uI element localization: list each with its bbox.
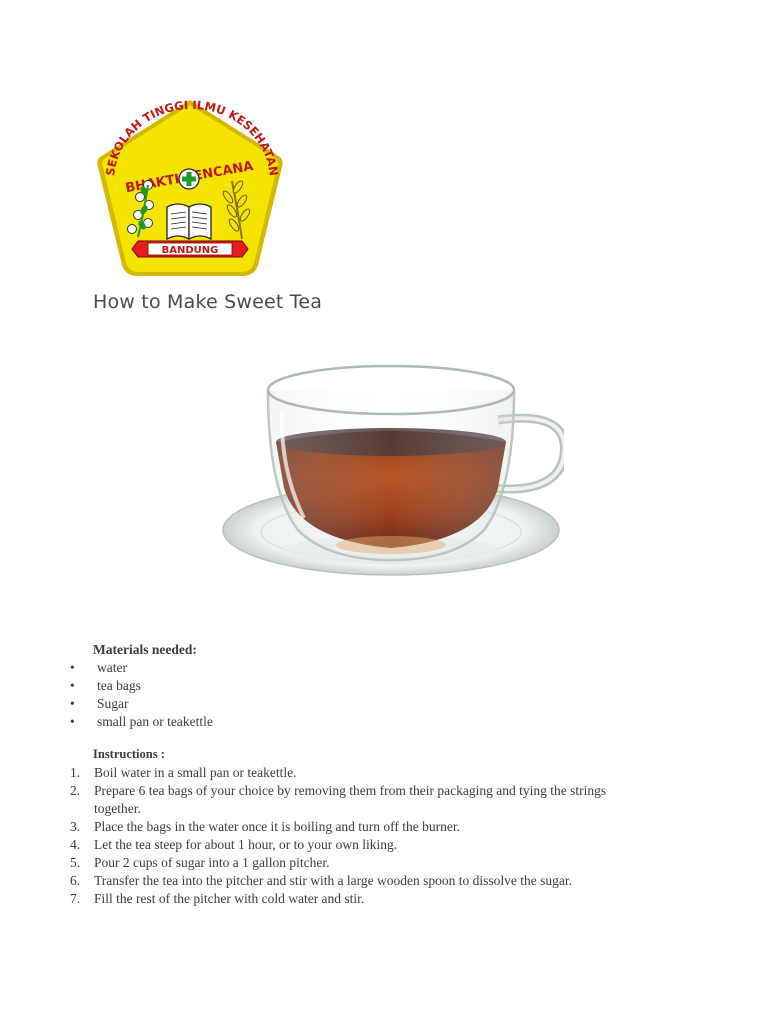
bullet: •	[70, 660, 75, 675]
bullet: •	[70, 714, 75, 729]
step-number: 7.	[70, 891, 81, 906]
instructions-heading: Instructions :	[93, 747, 165, 761]
material-label: water	[97, 660, 127, 675]
step-number: 5.	[70, 855, 81, 870]
list-item	[0, 854, 680, 872]
list-item	[0, 872, 680, 890]
step-number: 3.	[70, 819, 81, 834]
logo-name: KENCANA	[182, 158, 255, 186]
step-text: Fill the rest of the pitcher with cold water and stir.	[94, 891, 365, 906]
list-item	[0, 782, 680, 818]
list-item	[0, 836, 680, 854]
step-text: Let the tea steep for about 1 hour, or to your own liking.	[94, 837, 398, 852]
material-label: tea bags	[97, 678, 141, 693]
bullet: •	[70, 696, 75, 711]
material-label: Sugar	[97, 696, 129, 711]
page-title: How to Make Sweet Tea	[93, 291, 323, 313]
logo-emblem	[92, 97, 288, 281]
step-text: Prepare 6 tea bags of your choice by removing them from their packaging and tying the strings together.	[94, 783, 607, 816]
step-number: 2.	[70, 783, 81, 798]
tea-cup-image	[218, 360, 564, 582]
step-text: Boil water in a small pan or teakettle.	[94, 765, 297, 780]
materials-heading: Materials needed:	[93, 642, 197, 657]
list-item	[0, 818, 680, 836]
list-item	[0, 764, 680, 782]
list-item	[0, 890, 680, 908]
step-text: Place the bags in the water once it is boiling and turn off the burner.	[94, 819, 461, 834]
bullet: •	[70, 678, 75, 693]
logo-arc-text: SEKOLAH TINGGI ILMU KESEHATAN	[103, 97, 281, 177]
step-text: Pour 2 cups of sugar into a 1 gallon pitcher.	[94, 855, 330, 870]
material-label: small pan or teakettle	[97, 714, 213, 729]
step-number: 4.	[70, 837, 81, 852]
step-number: 6.	[70, 873, 81, 888]
institution-logo	[92, 97, 288, 281]
step-number: 1.	[70, 765, 81, 780]
logo-city: BANDUNG	[161, 245, 219, 256]
instructions-list	[0, 764, 680, 908]
step-text: Transfer the tea into the pitcher and stir with a large wooden spoon to dissolve the sugar.	[94, 873, 573, 888]
